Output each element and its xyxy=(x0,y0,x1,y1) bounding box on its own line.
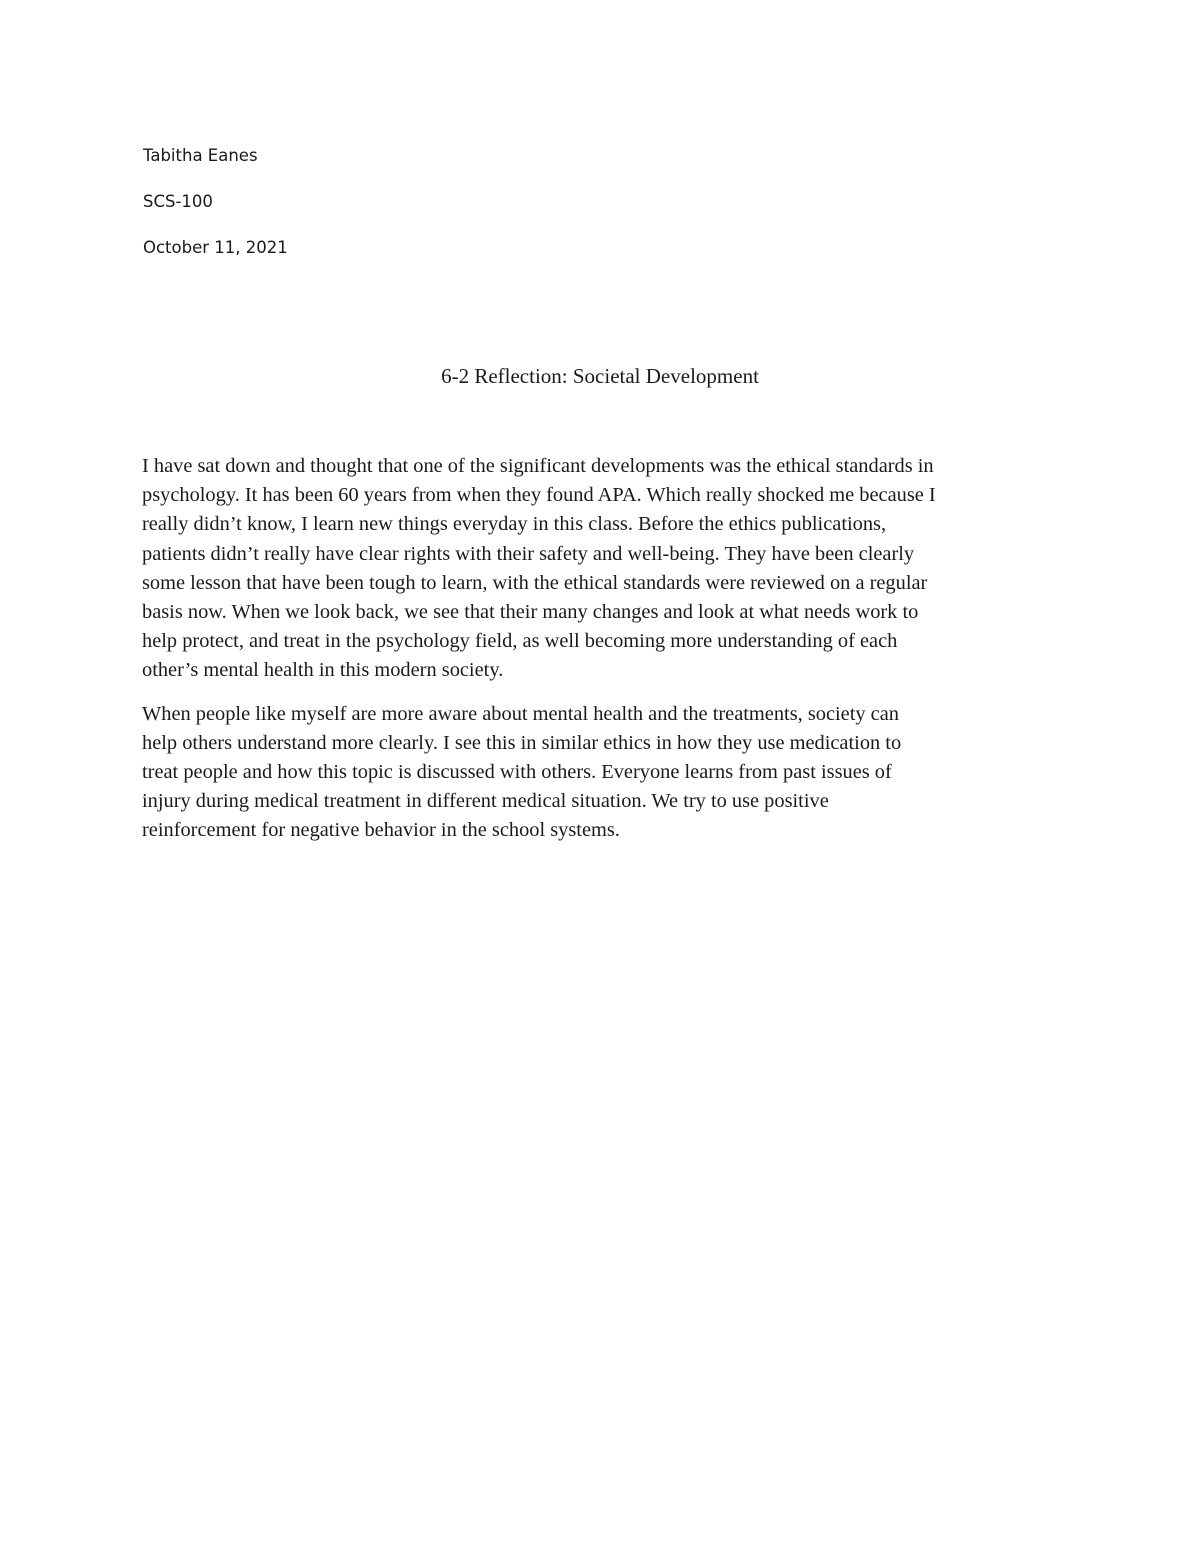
paragraph-2 xyxy=(142,700,1072,846)
document-title: 6-2 Reflection: Societal Development xyxy=(441,364,759,388)
paragraph-1 xyxy=(142,452,1072,686)
course-code: SCS-100 xyxy=(143,192,213,211)
text-line: really didn’t know, I learn new things everyday in this class. Before the ethics publications, xyxy=(142,513,887,536)
text-line: some lesson that have been tough to learn, with the ethical standards were reviewed on a regular xyxy=(142,571,928,594)
text-line: injury during medical treatment in different medical situation. We try to use positive xyxy=(142,790,829,813)
document-date: October 11, 2021 xyxy=(143,238,288,257)
text-line: reinforcement for negative behavior in the school systems. xyxy=(142,819,620,842)
text-line: psychology. It has been 60 years from when they found APA. Which really shocked me because I xyxy=(142,484,936,507)
text-line: treat people and how this topic is discussed with others. Everyone learns from past issues of xyxy=(142,761,892,784)
text-line: When people like myself are more aware about mental health and the treatments, society can xyxy=(142,702,899,725)
text-line: patients didn’t really have clear rights with their safety and well-being. They have been clearly xyxy=(142,542,915,565)
text-line: other’s mental health in this modern society. xyxy=(142,659,504,682)
text-line: I have sat down and thought that one of the significant developments was the ethical standards in xyxy=(142,455,934,477)
document-header xyxy=(143,143,288,281)
document-body xyxy=(142,452,1072,860)
author-name: Tabitha Eanes xyxy=(143,146,258,165)
text-line: help protect, and treat in the psychology field, as well becoming more understanding of each xyxy=(142,630,898,653)
text-line: basis now. When we look back, we see that their many changes and look at what needs work to xyxy=(142,601,919,624)
text-line: help others understand more clearly. I see this in similar ethics in how they use medication to xyxy=(142,731,902,754)
